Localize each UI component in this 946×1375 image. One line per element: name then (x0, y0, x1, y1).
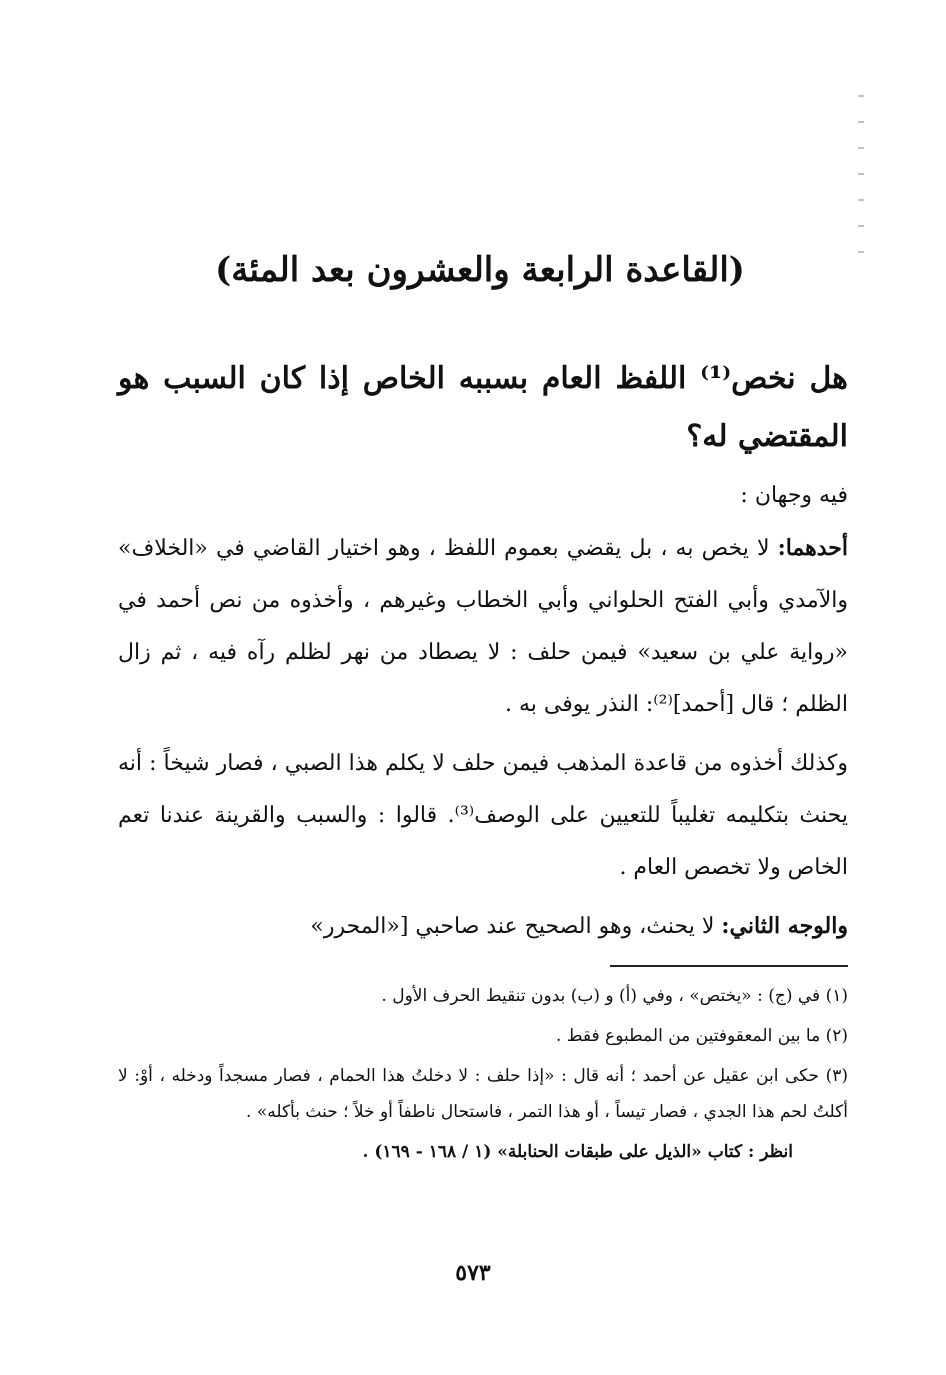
footnote-3: (٣) حكى ابن عقيل عن أحمد ؛ أنه قال : «إذا حلف : لا دخلتُ هذا الحمام ، فصار مسجداً ودخله ، أوْ: لا أكلتُ لحم هذا الجدي ، فصار تيساً ، أو هذا التمر ، فاستحال ناطفاً أو خلاً ؛ حنث بأكله» . (118, 1066, 848, 1122)
paragraph-first-view (118, 522, 848, 731)
paragraph-intro: فيه وجهان : (740, 483, 848, 508)
second-view-lead: والوجه الثاني: (721, 913, 848, 939)
page-edge-marks (858, 95, 864, 275)
footnote-1: (١) في (ج) : «يختص» ، وفي (أ) و (ب) بدون تنقيط الحرف الأول . (381, 986, 848, 1006)
footnote-2: (٢) ما بين المعقوفتين من المطبوع فقط . (555, 1026, 848, 1046)
footnote-3-reference: انظر : كتاب «الذيل على طبقات الحنابلة» (١ / ١٦٨ - ١٦٩) . (362, 1142, 793, 1162)
paragraph-second-view (118, 900, 848, 953)
first-view-lead: أحدهما: (777, 535, 848, 561)
footnote-separator (610, 965, 848, 967)
paragraph-continuation: وكذلك أخذوه من قاعدة المذهب فيمن حلف لا يكلم هذا الصبي ، فصار شيخاً : أنه يحنث بتكليمه تغليباً للتعيين على الوصف⁽³⁾. قالوا : والسبب والقرينة عندنا تعم الخاص ولا تخصص العام . (118, 751, 848, 880)
footnotes (118, 978, 848, 1174)
first-view-text: لا يخص به ، بل يقضي بعموم اللفظ ، وهو اختيار القاضي في «الخلاف» والآمدي وأبي الفتح الحلواني وأبي الخطاب وغيرهم ، وأخذوه من نص أحمد في «رواية علي بن سعيد» فيمن حلف : لا يصطاد من نهر لظلم رآه فيه ، ثم زال الظلم ؛ قال [أحمد]⁽²⁾: النذر يوفى به . (118, 536, 848, 717)
rule-question: هل نخص⁽¹⁾ اللفظ العام بسببه الخاص إذا كان السبب هو المقتضي له؟ (118, 361, 848, 454)
page-number: ٥٧٣ (455, 1260, 491, 1286)
second-view-text: لا يحنث، وهو الصحيح عند صاحبي [«المحرر» (310, 914, 722, 939)
rule-title: (القاعدة الرابعة والعشرون بعد المئة) (215, 250, 745, 290)
